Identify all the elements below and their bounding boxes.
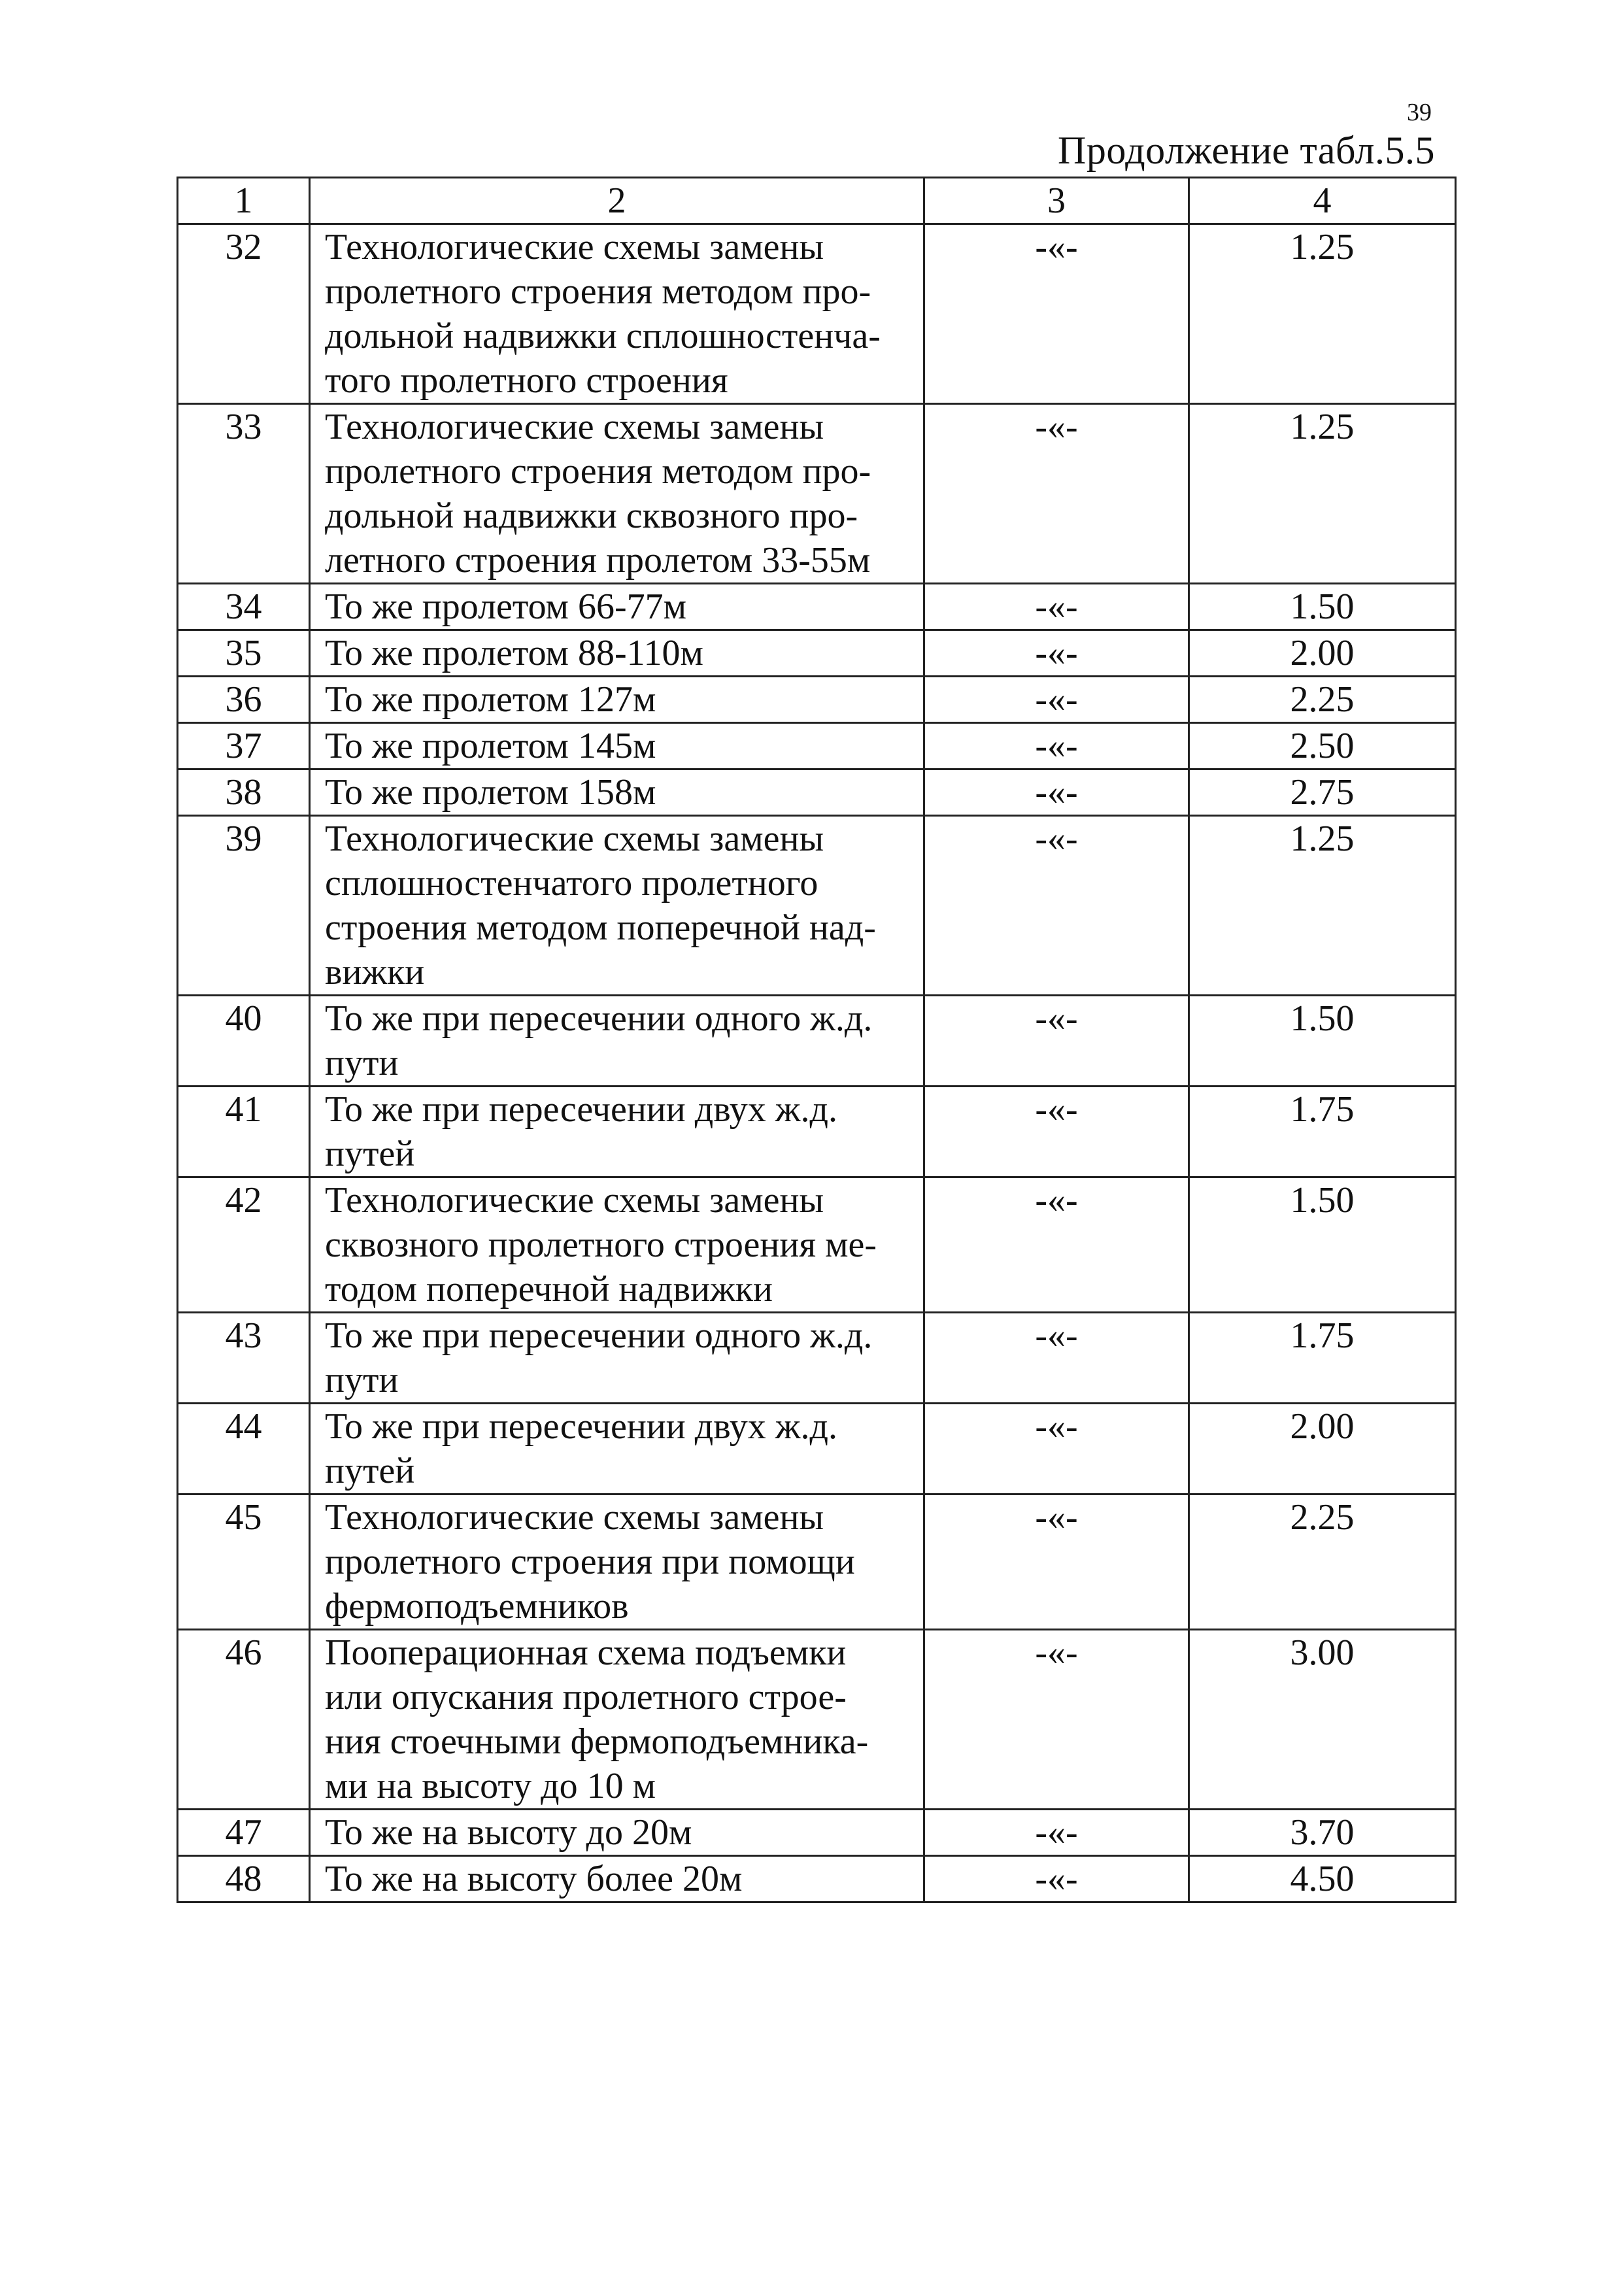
column-header-3: 3 — [924, 178, 1189, 224]
table-row — [178, 584, 1456, 630]
table-row — [178, 1494, 1456, 1630]
row-coefficient: 3.00 — [1189, 1630, 1456, 1810]
row-description: То же пролетом 127м — [310, 677, 924, 723]
row-number: 45 — [178, 1494, 310, 1630]
row-description: Технологические схемы замены пролетного строения методом про- дольной надвижки сплошностенча- того пролетного строения — [310, 224, 924, 404]
row-number: 46 — [178, 1630, 310, 1810]
row-number: 42 — [178, 1177, 310, 1313]
table-body — [178, 224, 1456, 1902]
row-ditto-mark: -«- — [924, 723, 1189, 769]
page-number: 39 — [1407, 99, 1432, 126]
row-description: То же пролетом 158м — [310, 769, 924, 816]
row-description: Технологические схемы замены пролетного строения методом про- дольной надвижки сквозного про- летного строения пролетом 33-55м — [310, 404, 924, 584]
row-number: 48 — [178, 1856, 310, 1902]
row-description: То же при пересечении одного ж.д. пути — [310, 996, 924, 1087]
row-coefficient: 1.25 — [1189, 816, 1456, 996]
row-description: То же пролетом 66-77м — [310, 584, 924, 630]
table-row — [178, 630, 1456, 677]
row-ditto-mark: -«- — [924, 584, 1189, 630]
row-ditto-mark: -«- — [924, 1630, 1189, 1810]
column-header-2: 2 — [310, 178, 924, 224]
table-row — [178, 1313, 1456, 1404]
table-row — [178, 1404, 1456, 1494]
row-coefficient: 4.50 — [1189, 1856, 1456, 1902]
table-row — [178, 769, 1456, 816]
row-coefficient: 1.50 — [1189, 1177, 1456, 1313]
row-ditto-mark: -«- — [924, 816, 1189, 996]
row-description: То же при пересечении двух ж.д. путей — [310, 1404, 924, 1494]
row-coefficient: 2.00 — [1189, 630, 1456, 677]
row-ditto-mark: -«- — [924, 677, 1189, 723]
row-number: 39 — [178, 816, 310, 996]
row-coefficient: 3.70 — [1189, 1810, 1456, 1856]
row-number: 32 — [178, 224, 310, 404]
table-row — [178, 404, 1456, 584]
row-description: То же на высоту до 20м — [310, 1810, 924, 1856]
row-coefficient: 1.75 — [1189, 1087, 1456, 1177]
row-number: 36 — [178, 677, 310, 723]
table-row — [178, 224, 1456, 404]
row-ditto-mark: -«- — [924, 1856, 1189, 1902]
row-description: То же при пересечении одного ж.д. пути — [310, 1313, 924, 1404]
row-number: 43 — [178, 1313, 310, 1404]
row-ditto-mark: -«- — [924, 1313, 1189, 1404]
row-coefficient: 2.25 — [1189, 677, 1456, 723]
row-ditto-mark: -«- — [924, 996, 1189, 1087]
row-description: Технологические схемы замены сквозного пролетного строения ме- тодом поперечной надвижки — [310, 1177, 924, 1313]
data-table — [177, 177, 1457, 1903]
row-description: То же пролетом 145м — [310, 723, 924, 769]
table-row — [178, 1087, 1456, 1177]
column-header-1: 1 — [178, 178, 310, 224]
row-number: 37 — [178, 723, 310, 769]
table-row — [178, 1630, 1456, 1810]
table-row — [178, 996, 1456, 1087]
row-number: 38 — [178, 769, 310, 816]
row-ditto-mark: -«- — [924, 630, 1189, 677]
table-row — [178, 677, 1456, 723]
row-coefficient: 2.75 — [1189, 769, 1456, 816]
row-coefficient: 2.00 — [1189, 1404, 1456, 1494]
row-ditto-mark: -«- — [924, 1087, 1189, 1177]
row-coefficient: 2.25 — [1189, 1494, 1456, 1630]
row-ditto-mark: -«- — [924, 1810, 1189, 1856]
table-caption: Продолжение табл.5.5 — [1058, 129, 1435, 172]
row-number: 34 — [178, 584, 310, 630]
row-coefficient: 1.50 — [1189, 996, 1456, 1087]
table-row — [178, 816, 1456, 996]
row-coefficient: 2.50 — [1189, 723, 1456, 769]
row-number: 47 — [178, 1810, 310, 1856]
table-header-row — [178, 178, 1456, 224]
row-coefficient: 1.75 — [1189, 1313, 1456, 1404]
table-row — [178, 1177, 1456, 1313]
row-number: 33 — [178, 404, 310, 584]
row-number: 35 — [178, 630, 310, 677]
row-number: 41 — [178, 1087, 310, 1177]
row-ditto-mark: -«- — [924, 1494, 1189, 1630]
row-ditto-mark: -«- — [924, 224, 1189, 404]
row-description: Технологические схемы замены пролетного строения при помощи фермоподъемников — [310, 1494, 924, 1630]
row-description: То же пролетом 88-110м — [310, 630, 924, 677]
row-coefficient: 1.50 — [1189, 584, 1456, 630]
row-description: Пооперационная схема подъемки или опускания пролетного строе- ния стоечными фермоподъемника- ми на высоту до 10 м — [310, 1630, 924, 1810]
row-coefficient: 1.25 — [1189, 404, 1456, 584]
row-ditto-mark: -«- — [924, 404, 1189, 584]
table-row — [178, 1856, 1456, 1902]
table-row — [178, 723, 1456, 769]
column-header-4: 4 — [1189, 178, 1456, 224]
row-ditto-mark: -«- — [924, 1404, 1189, 1494]
row-description: Технологические схемы замены сплошностенчатого пролетного строения методом поперечной над- вижки — [310, 816, 924, 996]
row-number: 44 — [178, 1404, 310, 1494]
row-description: То же на высоту более 20м — [310, 1856, 924, 1902]
row-number: 40 — [178, 996, 310, 1087]
row-coefficient: 1.25 — [1189, 224, 1456, 404]
row-ditto-mark: -«- — [924, 1177, 1189, 1313]
row-description: То же при пересечении двух ж.д. путей — [310, 1087, 924, 1177]
table-row — [178, 1810, 1456, 1856]
row-ditto-mark: -«- — [924, 769, 1189, 816]
